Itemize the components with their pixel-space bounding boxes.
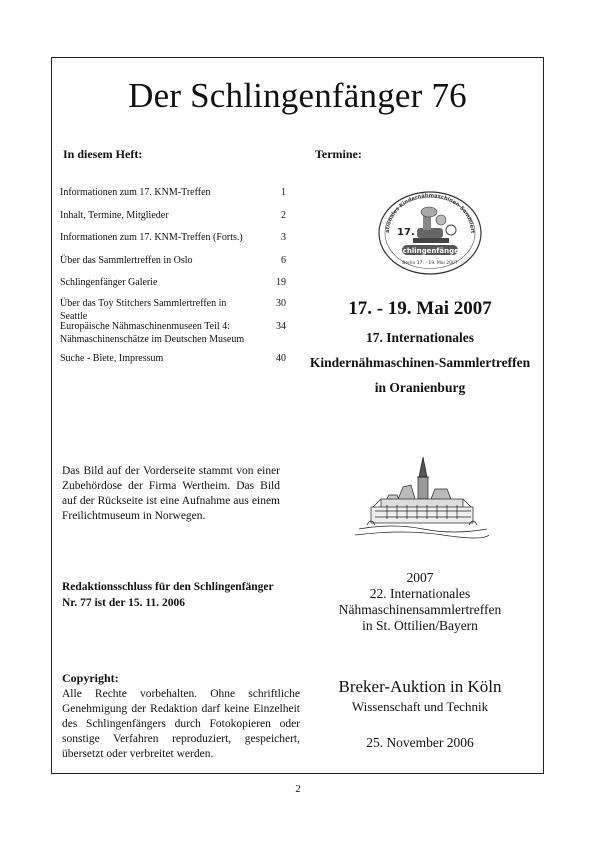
event1-line1: 17. Internationales [366, 330, 474, 345]
page-title: Der Schlingenfänger 76 [128, 76, 467, 115]
toc-item-page: 19 [276, 277, 286, 288]
toc-item-page: 40 [276, 353, 286, 364]
event2-line3: in St. Ottilien/Bayern [362, 618, 478, 633]
toc-item-page: 30 [276, 298, 286, 309]
toc-item-title: Suche - Biete, Impressum [60, 353, 164, 364]
event3-title: Breker-Auktion in Köln [338, 677, 502, 696]
toc-item-title: Informationen zum 17. KNM-Treffen [60, 187, 211, 198]
event3-subtitle: Wissenschaft und Technik [351, 699, 489, 714]
toc-item [60, 231, 286, 244]
toc-item-title: Über das Toy Stitchers Sammlertreffen in Seattle [60, 298, 227, 322]
toc-item-title: Über das Sammlertreffen in Oslo [60, 255, 193, 266]
toc-item-page: 3 [281, 232, 286, 243]
svg-text:Internationales Kindernähmasch: ationales Kindernähmaschinen-Sammlert [384, 192, 476, 234]
contents-heading: In diesem Heft: [63, 147, 143, 161]
deadline-note [62, 579, 292, 611]
toc-item-title: Europäische Nähmaschinenmuseen Teil 4: [60, 321, 230, 332]
event1-line3: in Oranienburg [374, 380, 466, 395]
toc-item-page: 2 [281, 210, 286, 221]
svg-text:Schlingenfänger: Schlingenfänger [397, 247, 463, 255]
toc-item-page: 34 [276, 321, 286, 332]
toc-item-title: Informationen zum 17. KNM-Treffen (Forts.) [60, 232, 243, 243]
page-frame [51, 57, 544, 774]
event2-line1: 22. Internationales [369, 586, 471, 601]
toc-item [60, 276, 286, 289]
town-icon [353, 455, 491, 545]
termine-heading: Termine: [315, 147, 362, 161]
svg-text:Berlin 17. - 19. Mai 2007: Berlin 17. - 19. Mai 2007 [402, 261, 458, 266]
page-number: 2 [295, 783, 301, 795]
toc-item [60, 209, 286, 222]
svg-text:17.: 17. [397, 227, 415, 238]
toc-item [60, 254, 286, 267]
toc-item-title: Inhalt, Termine, Mitglieder [60, 210, 169, 221]
copyright-heading: Copyright: [62, 671, 119, 685]
toc-item-title-line2: Nähmaschinenschätze im Deutschen Museum [60, 334, 245, 345]
event-logo [377, 190, 483, 276]
copyright-text: Alle Rechte vorbehalten. Ohne schriftliche Genehmigung der Redaktion darf keine Einzelheit des Schlingenfängers durch Fotokopieren oder sonstige Verfahren reproduziert, gespeichert, übersetzt oder verbreitet werden. [62, 688, 300, 760]
seal-icon [377, 190, 483, 276]
event1-dates: 17. - 19. Mai 2007 [348, 298, 492, 319]
cover-note: Das Bild auf der Vorderseite stammt von einer Zubehördose der Firma Wertheim. Das Bild auf der Rückseite ist eine Aufnahme aus einem Freilichtmuseum in Norwegen. [62, 465, 280, 522]
toc-item-page: 1 [281, 187, 286, 198]
toc-item-page: 6 [281, 255, 286, 266]
toc-item [60, 320, 286, 346]
town-illustration [353, 455, 491, 545]
toc-item [60, 352, 286, 365]
event3-date: 25. November 2006 [366, 735, 474, 750]
event1-line2: Kindernähmaschinen-Sammlertreffen [309, 355, 531, 370]
event2-line2: Nähmaschinensammlertreffen [338, 602, 502, 617]
toc-item-title: Schlingenfänger Galerie [60, 277, 158, 288]
event2-year: 2007 [406, 570, 434, 585]
deadline-line2: Nr. 77 ist der 15. 11. 2006 [62, 597, 185, 609]
toc-item [60, 186, 286, 199]
deadline-line1: Redaktionsschluss für den Schlingenfänger [62, 581, 274, 593]
